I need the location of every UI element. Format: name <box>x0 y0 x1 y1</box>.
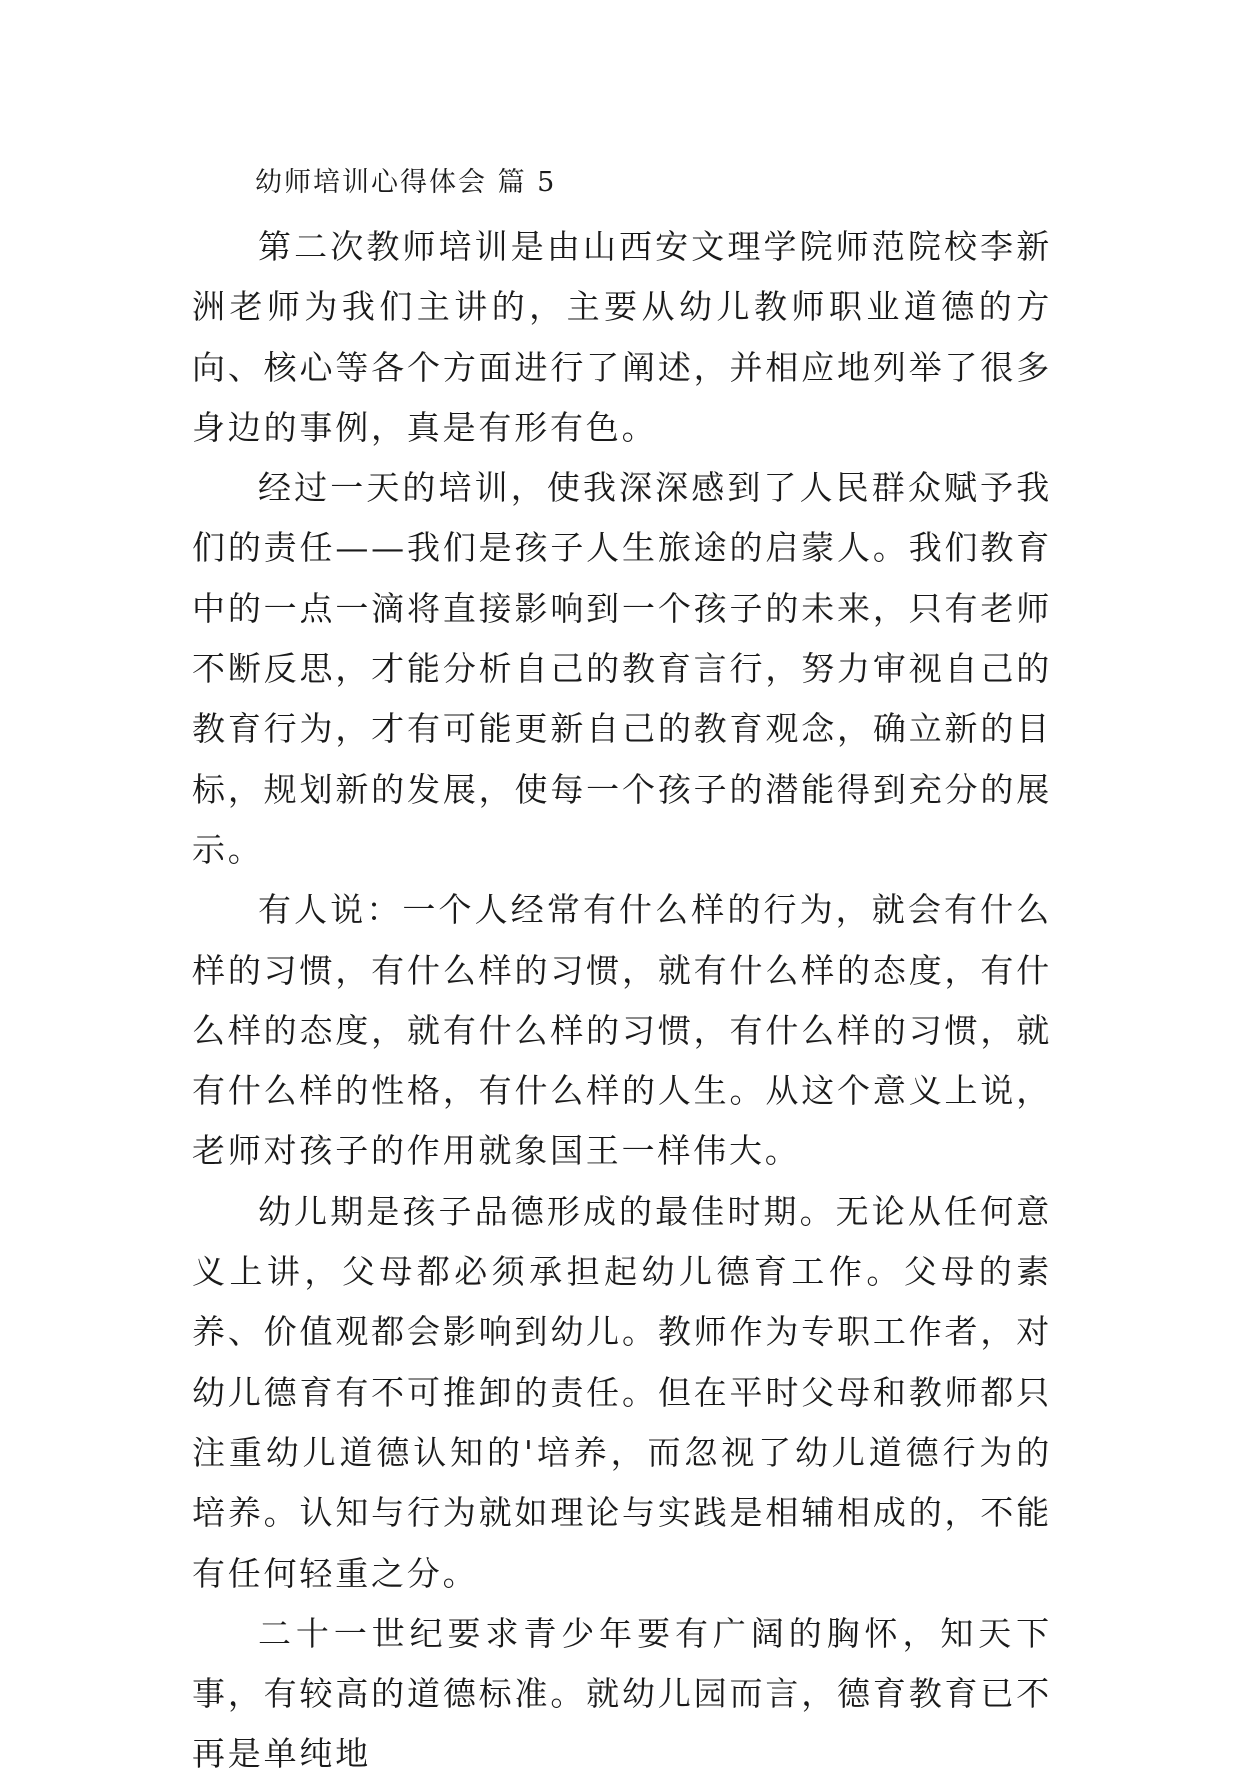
paragraph-1: 第二次教师培训是由山西安文理学院师范院校李新洲老师为我们主讲的，主要从幼儿教师职业道德的方向、核心等各个方面进行了阐述，并相应地列举了很多身边的事例，真是有形有色。 <box>192 227 1052 447</box>
paragraph-2: 经过一天的培训，使我深深感到了人民群众赋予我们的责任——我们是孩子人生旅途的启蒙人。我们教育中的一点一滴将直接影响到一个孩子的未来，只有老师不断反思，才能分析自己的教育言行，努力审视自己的教育行为，才有可能更新自己的教育观念，确立新的目标，规划新的发展，使每一个孩子的潜能得到充分的展示。 <box>192 468 1052 869</box>
paragraph-5: 二十一世纪要求青少年要有广阔的胸怀，知天下事，有较高的道德标准。就幼儿园而言，德育教育已不再是单纯地 <box>192 1613 1052 1774</box>
paragraph-3: 有人说：一个人经常有什么样的行为，就会有什么样的习惯，有什么样的习惯，就有什么样的态度，有什么样的态度，就有什么样的习惯，有什么样的习惯，就有什么样的性格，有什么样的人生。从这个意义上说，老师对孩子的作用就象国王一样伟大。 <box>192 890 1052 1171</box>
document-title: 幼师培训心得体会 篇 5 <box>255 167 557 198</box>
document-body <box>192 217 1052 1785</box>
paragraph-4: 幼儿期是孩子品德形成的最佳时期。无论从任何意义上讲，父母都必须承担起幼儿德育工作。父母的素养、价值观都会影响到幼儿。教师作为专职工作者，对幼儿德育有不可推卸的责任。但在平时父母和教师都只注重幼儿道德认知的'培养，而忽视了幼儿道德行为的培养。认知与行为就如理论与实践是相辅相成的，不能有任何轻重之分。 <box>192 1191 1052 1593</box>
